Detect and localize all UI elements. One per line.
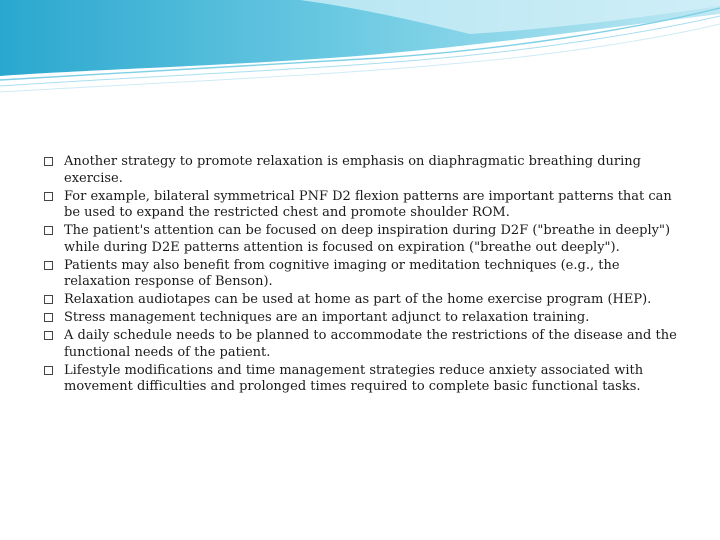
bullet-list	[44, 154, 684, 397]
square-bullet-icon	[44, 366, 53, 375]
bullet-text: Stress management techniques are an important adjunct to relaxation training.	[64, 310, 590, 325]
square-bullet-icon	[44, 192, 53, 201]
bullet-text: The patient's attention can be focused on deep inspiration during D2F ("breathe in deeply") while during D2E patterns attention is focused on expiration ("breathe out deeply").	[64, 223, 671, 255]
list-item	[44, 363, 684, 396]
list-item	[44, 189, 684, 222]
list-item	[44, 328, 684, 361]
list-item	[44, 310, 684, 327]
bullet-text: A daily schedule needs to be planned to accommodate the restrictions of the disease and the functional needs of the patient.	[64, 328, 677, 360]
square-bullet-icon	[44, 295, 53, 304]
square-bullet-icon	[44, 331, 53, 340]
square-bullet-icon	[44, 226, 53, 235]
bullet-text: Another strategy to promote relaxation is emphasis on diaphragmatic breathing during exercise.	[64, 154, 641, 186]
bullet-text: Relaxation audiotapes can be used at home as part of the home exercise program (HEP).	[64, 292, 652, 307]
list-item	[44, 154, 684, 187]
list-item	[44, 223, 684, 256]
bullet-text: Lifestyle modifications and time management strategies reduce anxiety associated with movement difficulties and prolonged times required to complete basic functional tasks.	[64, 362, 644, 394]
bullet-text: For example, bilateral symmetrical PNF D2 flexion patterns are important patterns that can be used to expand the restricted chest and promote shoulder ROM.	[64, 188, 672, 220]
header-wave-decoration	[0, 0, 720, 95]
bullet-text: Patients may also benefit from cognitive imaging or meditation techniques (e.g., the relaxation response of Benson).	[64, 257, 620, 289]
square-bullet-icon	[44, 157, 53, 166]
list-item	[44, 258, 684, 291]
square-bullet-icon	[44, 313, 53, 322]
square-bullet-icon	[44, 261, 53, 270]
list-item	[44, 292, 684, 309]
